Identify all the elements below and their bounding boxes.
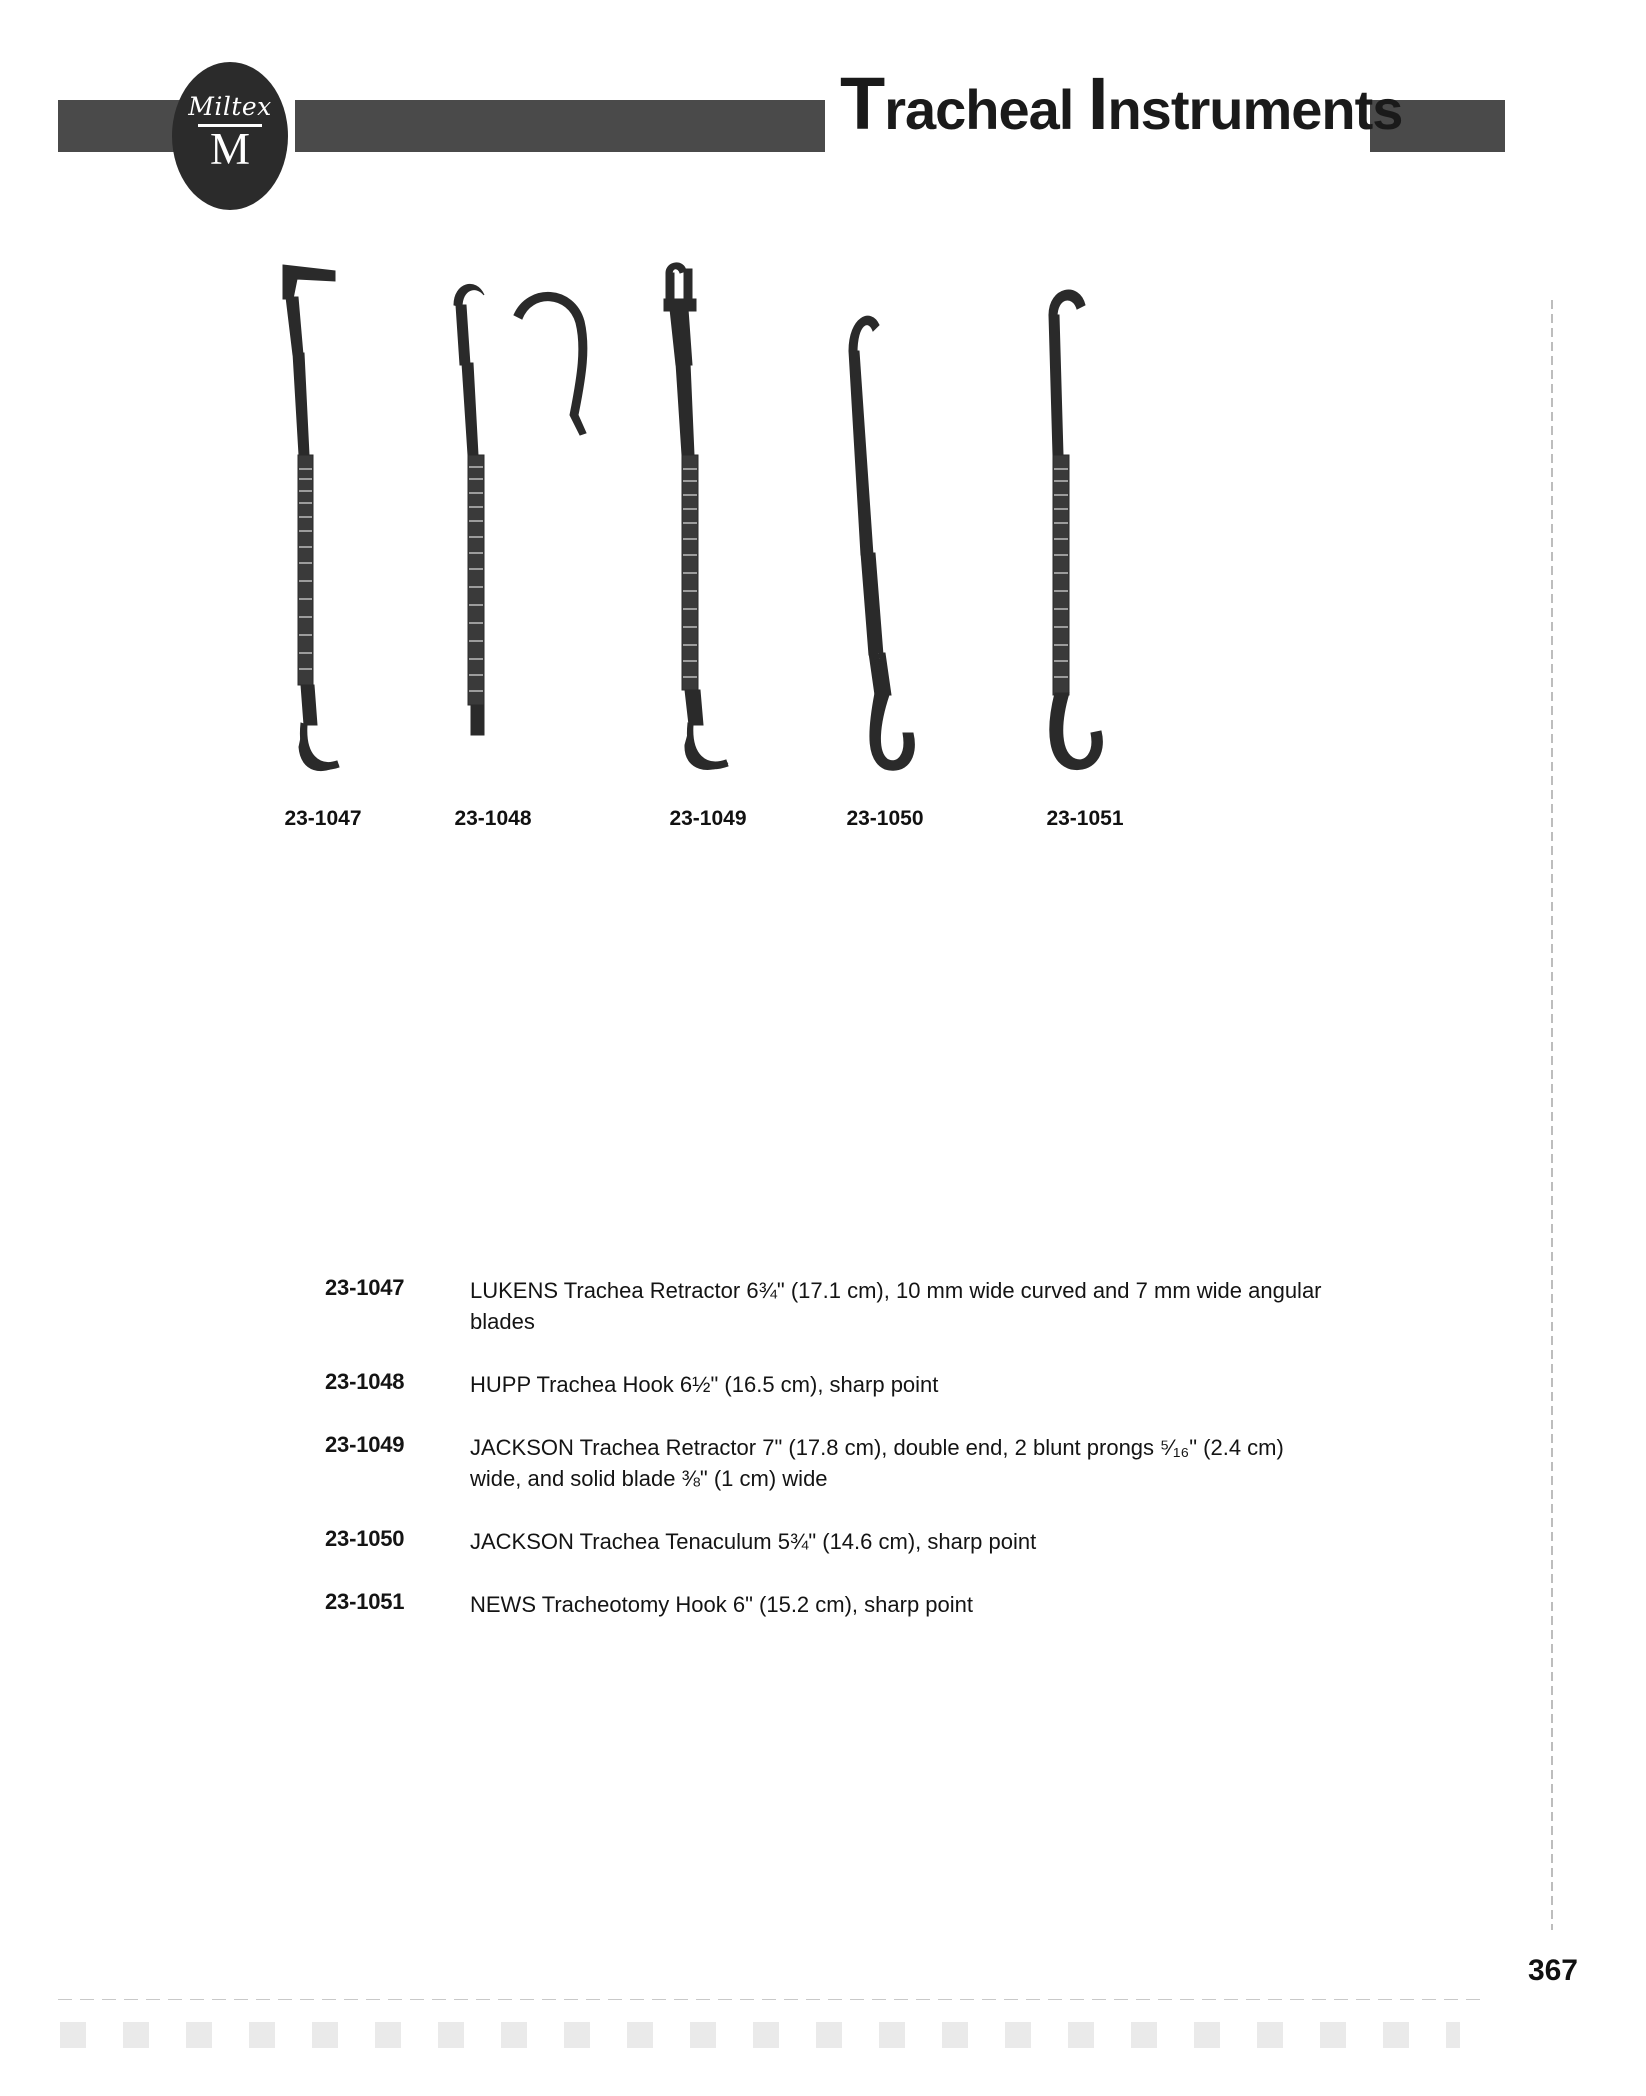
tracheotomy-hook-news-icon: [1005, 255, 1165, 795]
product-description: JACKSON Trachea Tenaculum 5¾" (14.6 cm), sharp point: [470, 1529, 1037, 1554]
product-description: JACKSON Trachea Retractor 7" (17.8 cm), double end, 2 blunt prongs ⁵⁄₁₆" (2.4 cm) wide, and solid blade ⅜" (1 cm) wide: [470, 1435, 1284, 1491]
page-number: 367: [1527, 1954, 1578, 1987]
figure-item: [628, 255, 788, 831]
header-bar-middle: [295, 100, 825, 152]
logo-script-text: Miltex: [188, 92, 272, 121]
product-description-list: [325, 1275, 1335, 1652]
trachea-tenaculum-jackson-icon: [805, 255, 965, 795]
figure-item: [1005, 255, 1165, 831]
product-code: 23-1050: [325, 1526, 405, 1551]
figure-item: [243, 255, 403, 831]
logo-letter: M: [209, 124, 250, 174]
list-item: [325, 1275, 1335, 1337]
scan-bottom-smudge: [60, 2022, 1460, 2048]
figure-label: 23-1051: [1046, 807, 1124, 830]
miltex-logo: [172, 62, 288, 210]
scan-bottom-rule: [58, 1999, 1488, 2000]
product-code: 23-1051: [325, 1589, 405, 1614]
list-item: [325, 1526, 1335, 1557]
product-description: LUKENS Trachea Retractor 6¾" (17.1 cm), 10 mm wide curved and 7 mm wide angular blades: [470, 1278, 1322, 1334]
trachea-retractor-lukens-icon: [243, 255, 403, 795]
figure-item: [805, 255, 965, 831]
product-code: 23-1048: [325, 1369, 405, 1394]
product-description: NEWS Tracheotomy Hook 6" (15.2 cm), sharp point: [470, 1592, 974, 1617]
figure-label: 23-1050: [846, 807, 924, 830]
product-code: 23-1047: [325, 1275, 405, 1300]
list-item: [325, 1432, 1335, 1494]
page-header: [0, 48, 1646, 174]
svg-text:Miltex: Miltex: [871, 651, 885, 677]
figure-label: 23-1049: [669, 807, 747, 830]
figure-label: 23-1047: [284, 807, 362, 830]
page-title: Tracheal Instruments: [840, 62, 1403, 145]
instrument-figures: [0, 300, 1646, 1000]
figure-label: 23-1048: [454, 807, 532, 830]
product-code: 23-1049: [325, 1432, 405, 1457]
list-item: [325, 1369, 1335, 1400]
list-item: [325, 1589, 1335, 1620]
scan-edge-artifact: [1551, 300, 1553, 1930]
product-description: HUPP Trachea Hook 6½" (16.5 cm), sharp point: [470, 1372, 939, 1397]
trachea-retractor-jackson-icon: [628, 255, 788, 795]
